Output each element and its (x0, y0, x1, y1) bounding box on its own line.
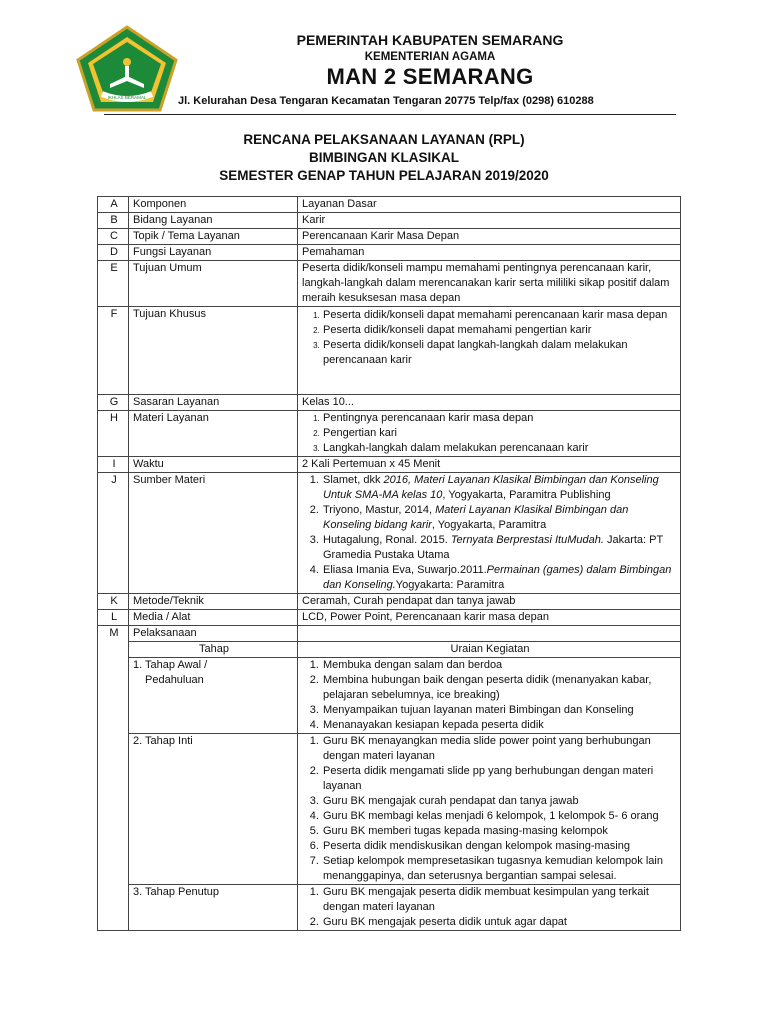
ref-title: Permainan (games) dalam Bimbingan dan Konseling. (323, 564, 672, 591)
row-label: Topik / Tema Layanan (129, 229, 298, 245)
kegiatan-list (302, 734, 678, 884)
table-row (98, 457, 681, 473)
list-item: 1. Guru BK mengajak peserta didik membuat kesimpulan yang terkait dengan materi layanan (322, 885, 678, 915)
table-row (98, 261, 681, 307)
list-item: 2. Peserta didik/konseli dapat memahami pengertian karir (322, 323, 678, 338)
col-header-uraian: Uraian Kegiatan (298, 642, 681, 658)
tahap-inti-label: 2. Tahap Inti (129, 734, 298, 885)
row-code: A (98, 197, 129, 213)
tahap-label-2: Pedahuluan (145, 674, 204, 686)
row-code: M (98, 626, 129, 931)
materi-list (302, 411, 678, 456)
ref-author: Eliasa Imania Eva, Suwarjo.2011. (323, 564, 487, 576)
school-address: Jl. Kelurahan Desa Tengaran Kecamatan Tengaran 20775 Telp/fax (0298) 610288 (178, 95, 594, 107)
ref-title: 2016, Materi Layanan Klasikal Bimbingan dan Konseling Untuk SMA-MA kelas 10 (323, 474, 659, 501)
col-header-tahap: Tahap (129, 642, 298, 658)
tahap-penutup-uraian (298, 885, 681, 931)
ref-title: Materi Layanan Klasikal Bimbingan dan Konseling bidang karir (323, 504, 629, 531)
table-row (98, 626, 681, 642)
title-line1: RENCANA PELAKSANAAN LAYANAN (RPL) (243, 132, 525, 147)
row-value (298, 626, 681, 642)
tahap-label: 1. Tahap Awal / (133, 659, 208, 671)
ref-author: Slamet, dkk (323, 474, 384, 486)
row-value: Ceramah, Curah pendapat dan tanya jawab (298, 594, 681, 610)
row-value: 2 Kali Pertemuan x 45 Menit (298, 457, 681, 473)
table-row (98, 642, 681, 658)
row-label: Waktu (129, 457, 298, 473)
row-label: Komponen (129, 197, 298, 213)
row-code: I (98, 457, 129, 473)
row-code: F (98, 307, 129, 395)
row-code: L (98, 610, 129, 626)
tahap-awal-label (129, 658, 298, 734)
title-line2: BIMBINGAN KLASIKAL (309, 150, 459, 165)
ref-author: Triyono, Mastur, 2014, (323, 504, 436, 516)
tujuan-khusus-list (302, 308, 678, 368)
list-item (322, 563, 678, 593)
list-item: 3. Menyampaikan tujuan layanan materi Bimbingan dan Konseling (322, 703, 678, 718)
list-item (322, 533, 678, 563)
table-row (98, 594, 681, 610)
row-code: C (98, 229, 129, 245)
table-row (98, 245, 681, 261)
row-value: Karir (298, 213, 681, 229)
title-line3: SEMESTER GENAP TAHUN PELAJARAN 2019/2020 (219, 168, 549, 183)
row-value: Perencanaan Karir Masa Depan (298, 229, 681, 245)
table-row (98, 658, 681, 734)
row-label: Bidang Layanan (129, 213, 298, 229)
ref-publisher: , Yogyakarta, Paramitra (431, 519, 547, 531)
table-row (98, 411, 681, 457)
list-item: 4. Menanayakan kesiapan kepada peserta didik (322, 718, 678, 733)
table-row (98, 307, 681, 395)
list-item: 2. Membina hubungan baik dengan peserta didik (menanyakan kabar, pelajaran sebelumnya, ice breaking) (322, 673, 678, 703)
row-label: Pelaksanaan (129, 626, 298, 642)
row-code: K (98, 594, 129, 610)
list-item (322, 473, 678, 503)
row-label: Tujuan Umum (129, 261, 298, 307)
ref-author: Hutagalung, Ronal. 2015. (323, 534, 451, 546)
table-row (98, 229, 681, 245)
row-label: Metode/Teknik (129, 594, 298, 610)
row-value (298, 307, 681, 395)
list-item: 4. Guru BK membagi kelas menjadi 6 kelompok, 1 kelompok 5- 6 orang (322, 809, 678, 824)
list-item: 1. Peserta didik/konseli dapat memahami perencanaan karir masa depan (322, 308, 678, 323)
kegiatan-list (302, 885, 678, 930)
table-row (98, 395, 681, 411)
kegiatan-list (302, 658, 678, 733)
row-value: Pemahaman (298, 245, 681, 261)
ref-title: Ternyata Berprestasi ItuMudah. (450, 534, 604, 546)
list-item: 3. Guru BK mengajak curah pendapat dan tanya jawab (322, 794, 678, 809)
row-value: LCD, Power Point, Perencanaan karir masa depan (298, 610, 681, 626)
header-line1: PEMERINTAH KABUPATEN SEMARANG (296, 32, 564, 48)
list-item: 3. Peserta didik/konseli dapat langkah-langkah dalam melakukan perencanaan karir (322, 338, 678, 368)
table-row (98, 473, 681, 594)
table-row (98, 885, 681, 931)
ref-publisher: , Yogyakarta, Paramitra Publishing (442, 489, 611, 501)
sumber-list (302, 473, 678, 593)
table-row (98, 213, 681, 229)
list-item: 7. Setiap kelompok mempresetasikan tugasnya kemudian kelompok lain menanggapinya, dan seterusnya bergantian sampai selesai. (322, 854, 678, 884)
row-label: Media / Alat (129, 610, 298, 626)
row-code: D (98, 245, 129, 261)
row-value: Layanan Dasar (298, 197, 681, 213)
row-value (298, 473, 681, 594)
tahap-awal-uraian (298, 658, 681, 734)
header-divider (104, 114, 676, 115)
header-line2: KEMENTERIAN AGAMA (364, 51, 496, 63)
row-code: G (98, 395, 129, 411)
logo-motto: IKHLAS BERAMAL (107, 95, 147, 100)
row-code: J (98, 473, 129, 594)
row-value: Peserta didik/konseli mampu memahami pentingnya perencanaan karir, langkah-langkah dalam merencanakan karir serta mililiki sikap positif dalam meraih kesuksesan masa depan (298, 261, 681, 307)
rpl-table (97, 196, 681, 931)
row-label: Tujuan Khusus (129, 307, 298, 395)
row-code: H (98, 411, 129, 457)
list-item: 1. Guru BK menayangkan media slide power point yang berhubungan dengan materi layanan (322, 734, 678, 764)
list-item: 2. Pengertian kari (322, 426, 678, 441)
table-row (98, 610, 681, 626)
tahap-penutup-label: 3. Tahap Penutup (129, 885, 298, 931)
school-name: MAN 2 SEMARANG (326, 64, 534, 89)
row-code: E (98, 261, 129, 307)
list-item: 6. Peserta didik mendiskusikan dengan kelompok masing-masing (322, 839, 678, 854)
row-label: Sasaran Layanan (129, 395, 298, 411)
row-code: B (98, 213, 129, 229)
row-label: Fungsi Layanan (129, 245, 298, 261)
ref-publisher: Yogyakarta: Paramitra (395, 579, 505, 591)
list-item: 5. Guru BK memberi tugas kepada masing-masing kelompok (322, 824, 678, 839)
list-item: 3. Langkah-langkah dalam melakukan perencanaan karir (322, 441, 678, 456)
list-item: 1. Membuka dengan salam dan berdoa (322, 658, 678, 673)
list-item: 2. Guru BK mengajak peserta didik untuk agar dapat (322, 915, 678, 930)
list-item: 1. Pentingnya perencanaan karir masa depan (322, 411, 678, 426)
row-value (298, 411, 681, 457)
list-item (322, 503, 678, 533)
row-label: Materi Layanan (129, 411, 298, 457)
row-value: Kelas 10... (298, 395, 681, 411)
table-row (98, 197, 681, 213)
row-label: Sumber Materi (129, 473, 298, 594)
list-item: 2. Peserta didik mengamati slide pp yang berhubungan dengan materi layanan (322, 764, 678, 794)
ref-publisher: Jakarta: PT Gramedia Pustaka Utama (323, 534, 664, 561)
tahap-inti-uraian (298, 734, 681, 885)
table-row (98, 734, 681, 885)
